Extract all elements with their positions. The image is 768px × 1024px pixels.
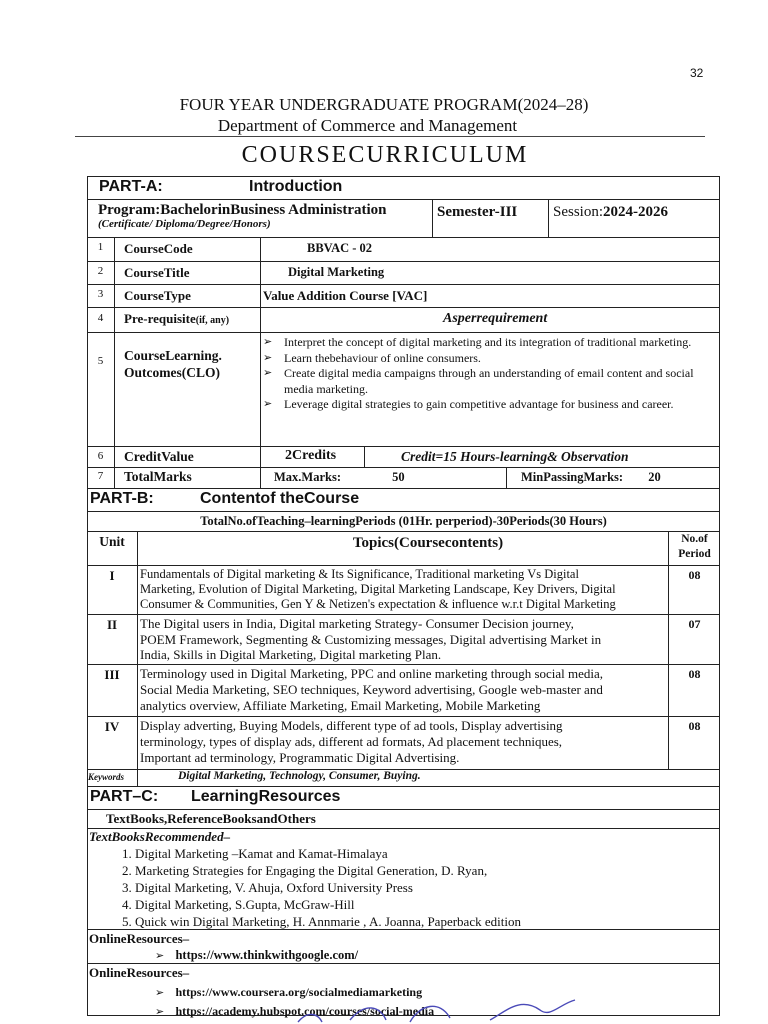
unit-periods: 07 — [668, 615, 720, 664]
department-title: Department of Commerce and Management — [217, 116, 518, 135]
clo-label — [114, 333, 260, 446]
min-marks-label: MinPassingMarks: — [521, 470, 624, 484]
prerequisite-label-text: Pre-requisite — [124, 311, 196, 326]
clo-label-line1: CourseLearning. — [124, 348, 222, 363]
textbook-item: 5. Quick win Digital Marketing, H. Annmarie , A. Joanna, Paperback edition — [135, 913, 720, 930]
topic-line: Marketing, Evolution of Digital Marketing, Digital Marketing Landscape, Key Drivers, Digital — [140, 582, 616, 597]
course-type-row — [87, 285, 720, 308]
session-cell — [548, 200, 720, 237]
page-number: 32 — [690, 66, 704, 80]
keywords-row — [87, 770, 720, 786]
program-note: (Certificate/ Diploma/Degree/Honors) — [98, 218, 271, 230]
session-label: Session: — [553, 204, 604, 220]
col-unit: Unit — [99, 534, 125, 549]
resources-subheading: TextBooks,ReferenceBooksandOthers — [87, 810, 720, 829]
unit-row — [87, 665, 720, 717]
row-number: 5 — [97, 355, 104, 367]
content-table-header — [87, 532, 720, 566]
arrow-bullet-icon: ➢ — [155, 987, 165, 999]
topic-line: Fundamentals of Digital marketing & Its Significance, Traditional marketing Vs Digital — [140, 567, 579, 581]
topic-line: Consumer & Communities, Gen Y & Netizen's expectation & influence w.r.t Digital Marketing — [140, 597, 616, 612]
online-resources-heading: OnlineResources– — [89, 931, 190, 946]
row-number: 4 — [97, 312, 104, 324]
course-title-label: CourseTitle — [114, 262, 260, 284]
online-link[interactable]: https://www.thinkwithgoogle.com/ — [175, 948, 359, 962]
clo-item: ➢ Interpret the concept of digital marketing and its integration of traditional marketing. — [261, 335, 714, 351]
topic-line: POEM Framework, Segmenting & Customizing messages, Digital advertising Market in — [140, 631, 602, 647]
col-periods-line1: No.of — [681, 533, 708, 545]
topic-line: terminology, types of display ads, different ad formats, Ad placement techniques, — [140, 734, 563, 749]
part-b-header — [87, 488, 720, 512]
textbooks-heading: TextBooksRecommended– — [89, 829, 231, 844]
online-link-row — [87, 947, 720, 963]
row-number: 3 — [97, 288, 104, 300]
signature — [290, 992, 590, 1024]
clo-list — [261, 335, 714, 413]
unit-periods: 08 — [668, 717, 720, 769]
col-periods — [668, 532, 720, 565]
textbook-item: 2. Marketing Strategies for Engaging the Digital Generation, D. Ryan, — [135, 862, 720, 879]
arrow-bullet-icon: ➢ — [155, 1006, 165, 1018]
course-type-label: CourseType — [114, 285, 260, 307]
part-a-label: PART-A: — [99, 178, 163, 195]
max-marks-label: Max.Marks: — [274, 470, 341, 484]
program-label: Program: — [98, 202, 161, 218]
online-resources-1 — [87, 930, 720, 964]
unit-topics — [137, 566, 668, 614]
unit-periods: 08 — [668, 665, 720, 716]
row-number: 1 — [97, 241, 104, 253]
keywords-value: Digital Marketing, Technology, Consumer, Buying. — [137, 770, 720, 786]
topic-line: Display adverting, Buying Models, different type of ad tools, Display advertising — [140, 718, 563, 733]
topic-line: Important ad terminology, Programmatic Digital Advertising. — [140, 750, 460, 765]
clo-content — [260, 333, 720, 446]
col-periods-line2: Period — [678, 548, 711, 560]
textbook-item: 4. Digital Marketing, S.Gupta, McGraw-Hill — [135, 896, 720, 913]
unit-topics — [137, 717, 668, 769]
unit-topics — [137, 615, 668, 664]
keywords-label: Keywords — [88, 772, 124, 782]
unit-row — [87, 566, 720, 615]
unit-row — [87, 615, 720, 665]
clo-item: ➢ Leverage digital strategies to gain competitive advantage for business and career. — [261, 397, 714, 413]
textbook-item: 1. Digital Marketing –Kamat and Kamat-Himalaya — [135, 845, 720, 862]
course-type-value: Value Addition Course [VAC] — [260, 285, 720, 307]
min-marks-value: 20 — [648, 470, 661, 484]
part-c-title: LearningResources — [191, 788, 341, 805]
part-c-label: PART–C: — [90, 788, 159, 805]
header-rule — [75, 136, 705, 137]
course-title-value: Digital Marketing — [260, 262, 720, 284]
clo-label-line2: Outcomes(CLO) — [124, 365, 220, 380]
arrow-bullet-icon: ➢ — [155, 950, 165, 962]
program-value: BachelorinBusiness Administration — [160, 202, 387, 218]
part-b-title: Contentof theCourse — [200, 490, 360, 507]
part-a-header — [87, 176, 720, 200]
col-topics: Topics(Coursecontents) — [137, 532, 718, 565]
topic-line: Terminology used in Digital Marketing, PPC and online marketing through social media, — [140, 666, 604, 681]
credit-note: Credit=15 Hours-learning& Observation — [364, 447, 720, 467]
unit-topics — [137, 665, 668, 716]
topic-line: Social Media Marketing, SEO techniques, Keyword advertising, Google web-master and — [140, 682, 603, 697]
program-title: FOUR YEAR UNDERGRADUATE PROGRAM(2024–28) — [179, 95, 589, 114]
prerequisite-row — [87, 308, 720, 333]
program-cell — [87, 200, 432, 237]
document-title: COURSECURRICULUM — [241, 142, 529, 168]
credit-label: CreditValue — [114, 447, 260, 467]
row-number: 6 — [97, 450, 104, 462]
clo-row — [87, 333, 720, 447]
session-value: 2024-2026 — [603, 204, 669, 220]
prerequisite-label — [114, 308, 260, 332]
credit-value: 2Credits — [260, 447, 364, 467]
unit-number: II — [106, 617, 118, 632]
total-marks-row — [87, 468, 720, 488]
unit-row — [87, 717, 720, 770]
clo-item: ➢ Learn thebehaviour of online consumers. — [261, 351, 714, 367]
row-number: 2 — [97, 265, 104, 277]
course-code-row — [87, 238, 720, 262]
course-title-row — [87, 262, 720, 285]
part-b-label: PART-B: — [90, 490, 154, 507]
max-marks-cell — [260, 468, 506, 488]
unit-number: III — [104, 667, 120, 682]
textbooks-list — [87, 845, 720, 930]
online-resources-heading: OnlineResources– — [89, 965, 190, 980]
min-marks-cell — [506, 468, 720, 488]
semester-cell: Semester-III — [432, 200, 548, 237]
part-c-header — [87, 786, 720, 810]
textbooks-section — [87, 829, 720, 930]
total-marks-label: TotalMarks — [114, 468, 260, 488]
credit-row — [87, 447, 720, 468]
unit-periods: 08 — [668, 566, 720, 614]
prerequisite-value: Asperrequirement — [260, 308, 720, 332]
unit-number: IV — [104, 719, 120, 734]
topic-line: analytics overview, Affiliate Marketing, Email Marketing, Mobile Marketing — [140, 698, 541, 713]
prerequisite-label-note: (if, any) — [195, 315, 230, 326]
course-code-label: CourseCode — [114, 238, 260, 261]
online-link[interactable]: https://www.coursera.org/socialmediamarketing — [175, 985, 423, 999]
periods-line: TotalNo.ofTeaching–learningPeriods (01Hr. perperiod)-30Periods(30 Hours) — [87, 512, 720, 532]
course-code-value: BBVAC - 02 — [260, 238, 720, 261]
row-number: 7 — [97, 470, 104, 482]
unit-number: I — [109, 568, 115, 583]
textbook-item: 3. Digital Marketing, V. Ahuja, Oxford University Press — [135, 879, 720, 896]
topic-line: India, Skills in Digital Marketing, Digital marketing Plan. — [140, 647, 442, 662]
topic-line: The Digital users in India, Digital marketing Strategy- Consumer Decision journey, — [140, 616, 574, 631]
program-row — [87, 200, 720, 238]
max-marks-value: 50 — [392, 470, 405, 484]
clo-item: ➢ Create digital media campaigns through an understanding of email content and social media marketing. — [261, 366, 714, 397]
part-a-title: Introduction — [249, 178, 343, 195]
online-link[interactable]: https://academy.hubspot.com/courses/social-media — [175, 1004, 435, 1018]
